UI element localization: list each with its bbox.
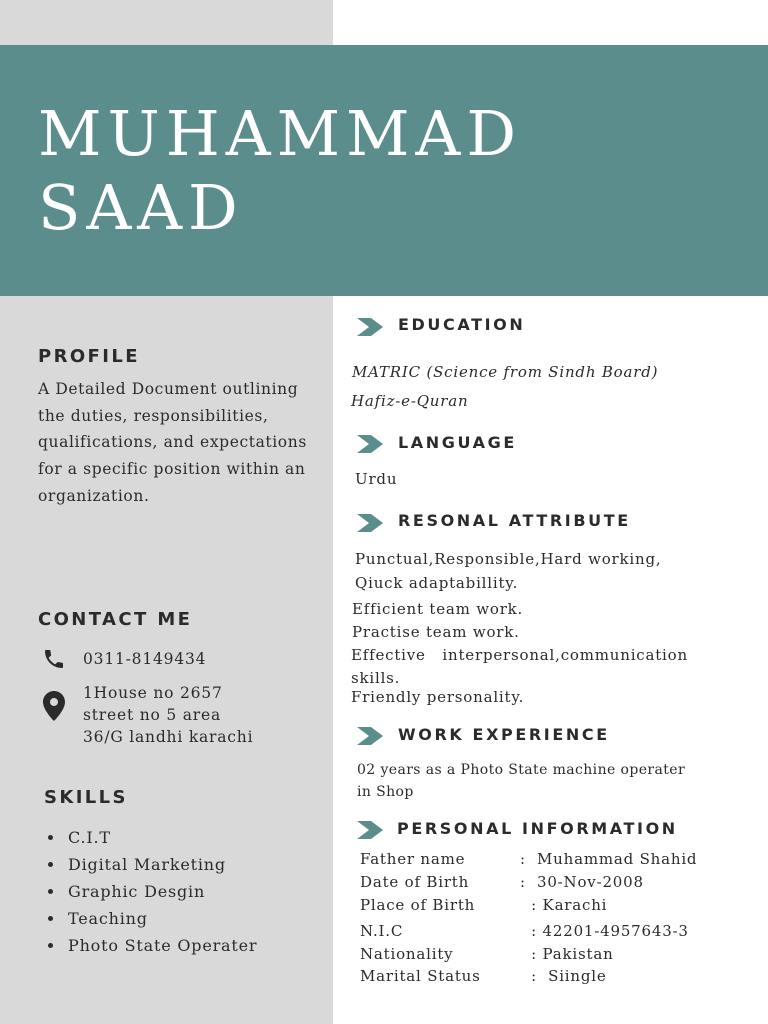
attribute-line: Friendly personality. xyxy=(351,688,525,706)
skill-item xyxy=(38,932,257,959)
personal-row xyxy=(360,966,607,986)
chevron-right-icon xyxy=(357,727,383,745)
personal-label: Nationality xyxy=(360,945,454,963)
attribute-line: Punctual,Responsible,Hard working, xyxy=(355,550,662,568)
personal-row xyxy=(360,872,644,892)
personal-row xyxy=(360,921,689,941)
education-item-1: MATRIC (Science from Sindh Board) xyxy=(352,363,659,381)
skill-label: Digital Marketing xyxy=(68,855,226,874)
bullet-icon xyxy=(48,943,53,948)
profile-heading: PROFILE xyxy=(38,346,140,367)
personal-heading: PERSONAL INFORMATION xyxy=(397,819,678,838)
phone-icon xyxy=(42,647,66,671)
skill-item xyxy=(38,905,257,932)
personal-value: : Siingle xyxy=(520,967,607,985)
bullet-icon xyxy=(48,889,53,894)
last-name: SAAD xyxy=(38,171,244,244)
personal-label: N.I.C xyxy=(360,922,404,940)
education-item-2: Hafiz-e-Quran xyxy=(351,392,469,410)
personal-label: Date of Birth xyxy=(360,873,470,891)
personal-row xyxy=(360,895,607,915)
skill-item xyxy=(38,824,257,851)
attribute-line: Effective interpersonal,communication xyxy=(351,646,688,664)
attribute-line: Efficient team work. xyxy=(352,600,524,618)
chevron-right-icon xyxy=(357,318,383,336)
personal-label: Place of Birth xyxy=(360,896,476,914)
skill-item xyxy=(38,851,257,878)
attribute-line: Practise team work. xyxy=(352,623,520,641)
personal-value: : 30-Nov-2008 xyxy=(520,873,644,891)
personal-row xyxy=(360,849,697,869)
work-line: in Shop xyxy=(357,784,414,800)
attribute-line: Qiuck adaptabillity. xyxy=(355,574,519,592)
personal-value: : 42201-4957643-3 xyxy=(520,922,689,940)
language-heading: LANGUAGE xyxy=(398,433,517,452)
personal-row xyxy=(360,944,614,964)
contact-heading: CONTACT ME xyxy=(38,609,193,630)
personal-value: : Karachi xyxy=(520,896,608,914)
address-line-3: 36/G landhi karachi xyxy=(83,728,254,746)
chevron-right-icon xyxy=(357,514,383,532)
education-heading: EDUCATION xyxy=(398,315,526,334)
personal-label: Father name xyxy=(360,850,466,868)
chevron-right-icon xyxy=(357,435,383,453)
work-heading: WORK EXPERIENCE xyxy=(398,725,610,744)
attribute-line: skills. xyxy=(351,669,401,687)
work-line: 02 years as a Photo State machine operater xyxy=(357,762,686,778)
personal-label: Marital Status xyxy=(360,967,481,985)
personal-value: : Muhammad Shahid xyxy=(520,850,698,868)
personal-value: : Pakistan xyxy=(520,945,614,963)
bullet-icon xyxy=(48,916,53,921)
location-pin-icon xyxy=(43,691,65,721)
bullet-icon xyxy=(48,862,53,867)
skills-heading: SKILLS xyxy=(44,787,128,808)
attribute-heading: RESONAL ATTRIBUTE xyxy=(398,511,631,530)
phone-number: 0311-8149434 xyxy=(83,650,207,668)
skill-label: Teaching xyxy=(68,909,148,928)
address-line-2: street no 5 area xyxy=(83,706,221,724)
skill-label: Graphic Desgin xyxy=(68,882,206,901)
skills-list xyxy=(38,824,257,959)
skill-label: C.I.T xyxy=(68,828,111,847)
language-item: Urdu xyxy=(355,470,398,488)
skill-label: Photo State Operater xyxy=(68,936,258,955)
address-line-1: 1House no 2657 xyxy=(83,684,223,702)
skill-item xyxy=(38,878,257,905)
bullet-icon xyxy=(48,835,53,840)
first-name: MUHAMMAD xyxy=(38,97,523,170)
profile-text: A Detailed Document outlining the duties, responsibilities, qualifications, and expectations for a specific position within an organization. xyxy=(38,380,307,505)
chevron-right-icon xyxy=(357,821,383,839)
